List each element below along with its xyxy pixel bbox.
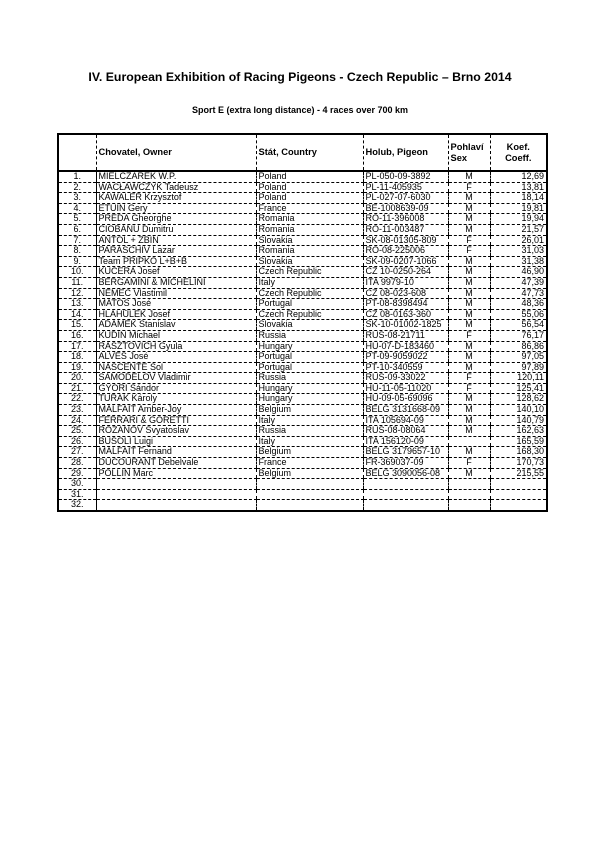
cell-sex: M	[448, 447, 490, 458]
cell-rank: 4.	[58, 203, 96, 214]
cell-country: Czech Republic	[256, 267, 363, 278]
cell-sex: M	[448, 224, 490, 235]
table-row	[58, 468, 547, 479]
table-row	[58, 203, 547, 214]
cell-country: Romania	[256, 214, 363, 225]
cell-coeff: 46,90	[490, 267, 547, 278]
cell-rank: 22.	[58, 394, 96, 405]
cell-pigeon: PL-050-09-3892	[363, 171, 448, 182]
cell-sex: M	[448, 277, 490, 288]
table-row	[58, 320, 547, 331]
cell-owner: MALFAIT Fernand	[96, 447, 256, 458]
cell-coeff	[490, 500, 547, 511]
cell-coeff: 125,41	[490, 383, 547, 394]
cell-rank: 18.	[58, 352, 96, 363]
cell-sex: F	[448, 458, 490, 469]
cell-owner: HLAHŮLEK Josef	[96, 309, 256, 320]
table-row	[58, 193, 547, 204]
cell-coeff: 140,79	[490, 415, 547, 426]
cell-pigeon: HU-09-05-69096	[363, 394, 448, 405]
cell-rank: 28.	[58, 458, 96, 469]
cell-owner: WACŁAWCZYK Tadeusz	[96, 182, 256, 193]
table-row	[58, 383, 547, 394]
cell-country: France	[256, 203, 363, 214]
cell-country: France	[256, 458, 363, 469]
cell-sex: M	[448, 288, 490, 299]
cell-sex: M	[448, 394, 490, 405]
cell-sex: F	[448, 373, 490, 384]
cell-sex	[448, 436, 490, 447]
cell-owner: ROZANOV Svyatoslav	[96, 426, 256, 437]
cell-pigeon: HU-11-05-11020	[363, 383, 448, 394]
cell-country: Belgium	[256, 447, 363, 458]
cell-rank: 21.	[58, 383, 96, 394]
cell-rank: 7.	[58, 235, 96, 246]
cell-rank: 19.	[58, 362, 96, 373]
cell-coeff: 215,55	[490, 468, 547, 479]
cell-country: Romania	[256, 224, 363, 235]
cell-coeff: 162,63	[490, 426, 547, 437]
cell-coeff: 170,73	[490, 458, 547, 469]
header-coeff-line2: Coeff.	[505, 152, 532, 163]
cell-coeff	[490, 479, 547, 490]
cell-rank: 31.	[58, 489, 96, 500]
table-row	[58, 362, 547, 373]
cell-owner	[96, 500, 256, 511]
cell-country: Slovakia	[256, 235, 363, 246]
cell-sex: M	[448, 362, 490, 373]
cell-sex: M	[448, 320, 490, 331]
cell-coeff: 48,36	[490, 299, 547, 310]
cell-pigeon: FR-369037-09	[363, 458, 448, 469]
cell-owner: ANTOL + ZBÍN	[96, 235, 256, 246]
cell-sex: M	[448, 214, 490, 225]
document-title: IV. European Exhibition of Racing Pigeons - Czech Republic – Brno 2014	[88, 70, 512, 84]
cell-owner: ADÁMEK Stanislav	[96, 320, 256, 331]
cell-pigeon: ITA 9979-10	[363, 277, 448, 288]
cell-rank: 11.	[58, 277, 96, 288]
header-row	[58, 134, 547, 171]
cell-owner: PARASCHIV Lazar	[96, 246, 256, 257]
cell-coeff: 19,81	[490, 203, 547, 214]
header-coeff-line1: Koef.	[506, 141, 530, 152]
cell-coeff: 120,11	[490, 373, 547, 384]
cell-country: Poland	[256, 193, 363, 204]
table-row	[58, 373, 547, 384]
cell-sex: F	[448, 330, 490, 341]
table-row	[58, 256, 547, 267]
cell-pigeon: BELG 3131668-09	[363, 405, 448, 416]
table-row	[58, 309, 547, 320]
cell-pigeon: RO-11-396008	[363, 214, 448, 225]
cell-sex: M	[448, 193, 490, 204]
cell-pigeon: RO-08-225006	[363, 246, 448, 257]
cell-sex: M	[448, 203, 490, 214]
cell-coeff: 165,59	[490, 436, 547, 447]
header-sex-line1: Pohlaví	[450, 141, 484, 152]
cell-country: Russia	[256, 426, 363, 437]
cell-owner: BERGAMINI & MICHELINI	[96, 277, 256, 288]
cell-pigeon: SK-09-0207-1066	[363, 256, 448, 267]
table-row	[58, 224, 547, 235]
cell-owner: BUSOLI Luigi	[96, 436, 256, 447]
cell-rank: 5.	[58, 214, 96, 225]
cell-pigeon: CZ 08-023-608	[363, 288, 448, 299]
cell-country: Italy	[256, 436, 363, 447]
cell-rank: 2.	[58, 182, 96, 193]
table-row	[58, 352, 547, 363]
cell-rank: 8.	[58, 246, 96, 257]
table-row	[58, 426, 547, 437]
cell-rank: 9.	[58, 256, 96, 267]
cell-rank: 20.	[58, 373, 96, 384]
document-subtitle: Sport E (extra long distance) - 4 races over 700 km	[191, 105, 409, 115]
cell-sex: F	[448, 235, 490, 246]
cell-sex: M	[448, 256, 490, 267]
cell-owner: PREDA Gheorghe	[96, 214, 256, 225]
cell-pigeon: CZ 10-0250-264	[363, 267, 448, 278]
cell-country: Poland	[256, 182, 363, 193]
cell-pigeon: HU-07-D-183460	[363, 341, 448, 352]
cell-country	[256, 500, 363, 511]
cell-pigeon	[363, 489, 448, 500]
cell-owner: KUDIN Michael	[96, 330, 256, 341]
cell-rank: 1.	[58, 171, 96, 182]
cell-coeff: 47,39	[490, 277, 547, 288]
cell-coeff: 21,57	[490, 224, 547, 235]
table-row	[58, 341, 547, 352]
cell-coeff: 86,86	[490, 341, 547, 352]
cell-rank: 10.	[58, 267, 96, 278]
cell-coeff: 31,03	[490, 246, 547, 257]
cell-coeff: 128,62	[490, 394, 547, 405]
table-row	[58, 299, 547, 310]
table-row	[58, 267, 547, 278]
header-rank	[58, 134, 96, 171]
cell-sex: M	[448, 341, 490, 352]
table-row	[58, 458, 547, 469]
cell-pigeon: PT-10-340559	[363, 362, 448, 373]
cell-pigeon: PL-11-405935	[363, 182, 448, 193]
cell-owner: Team PRIPKO L+B+B	[96, 256, 256, 267]
cell-owner: GYŐRI Sándor	[96, 383, 256, 394]
header-sex-line2: Sex	[450, 152, 468, 163]
cell-sex: F	[448, 182, 490, 193]
cell-country	[256, 479, 363, 490]
cell-pigeon: ITA 156120-09	[363, 436, 448, 447]
cell-rank: 6.	[58, 224, 96, 235]
table-row	[58, 330, 547, 341]
table-row	[58, 214, 547, 225]
cell-pigeon: RUS-08-08064	[363, 426, 448, 437]
cell-sex: M	[448, 405, 490, 416]
cell-coeff: 76,17	[490, 330, 547, 341]
table-row	[58, 447, 547, 458]
cell-pigeon: RUS-09-33022	[363, 373, 448, 384]
cell-coeff: 18,14	[490, 193, 547, 204]
table-row	[58, 415, 547, 426]
cell-rank: 17.	[58, 341, 96, 352]
cell-country: Belgium	[256, 468, 363, 479]
cell-owner: NĚMEC Vlastimil	[96, 288, 256, 299]
cell-rank: 13.	[58, 299, 96, 310]
cell-country: Hungary	[256, 341, 363, 352]
cell-owner: FERRARI & GORETTI	[96, 415, 256, 426]
cell-owner: NASCENTE Sol	[96, 362, 256, 373]
cell-sex: F	[448, 383, 490, 394]
cell-sex: M	[448, 267, 490, 278]
cell-sex: F	[448, 246, 490, 257]
cell-coeff: 56,54	[490, 320, 547, 331]
table-row	[58, 277, 547, 288]
table-row	[58, 394, 547, 405]
cell-country: Russia	[256, 330, 363, 341]
header-sex	[448, 134, 490, 171]
cell-pigeon: RUS-08-21711	[363, 330, 448, 341]
cell-sex	[448, 489, 490, 500]
cell-owner: DUCOURANT Debelvale	[96, 458, 256, 469]
cell-owner: KAWALER Krzysztof	[96, 193, 256, 204]
cell-rank: 12.	[58, 288, 96, 299]
cell-coeff: 97,89	[490, 362, 547, 373]
table-row	[58, 489, 547, 500]
table-row	[58, 288, 547, 299]
cell-rank: 26.	[58, 436, 96, 447]
cell-coeff: 97,05	[490, 352, 547, 363]
cell-coeff	[490, 489, 547, 500]
cell-country: Poland	[256, 171, 363, 182]
cell-sex: M	[448, 415, 490, 426]
cell-rank: 3.	[58, 193, 96, 204]
cell-sex: M	[448, 468, 490, 479]
cell-pigeon: SK-10-01002-1825	[363, 320, 448, 331]
cell-pigeon: BELG 3179657-10	[363, 447, 448, 458]
cell-coeff: 47,73	[490, 288, 547, 299]
cell-rank: 14.	[58, 309, 96, 320]
table-row	[58, 171, 547, 182]
cell-pigeon: ITA 105694-09	[363, 415, 448, 426]
cell-owner: ALVES José	[96, 352, 256, 363]
cell-pigeon: PL-027-07-6030	[363, 193, 448, 204]
cell-country: Italy	[256, 277, 363, 288]
cell-owner: KUČERA Josef	[96, 267, 256, 278]
cell-rank: 25.	[58, 426, 96, 437]
cell-rank: 27.	[58, 447, 96, 458]
cell-sex: M	[448, 309, 490, 320]
cell-country: Portugal	[256, 362, 363, 373]
cell-sex: M	[448, 352, 490, 363]
cell-owner: MIELCZAREK W.P.	[96, 171, 256, 182]
cell-pigeon: PT-08-8398494	[363, 299, 448, 310]
cell-owner: SAMODELOV Vladimir	[96, 373, 256, 384]
cell-country: Hungary	[256, 383, 363, 394]
cell-pigeon	[363, 500, 448, 511]
results-table	[57, 133, 548, 512]
cell-owner: POLLIN Marc	[96, 468, 256, 479]
cell-country: Czech Republic	[256, 288, 363, 299]
cell-coeff: 55,06	[490, 309, 547, 320]
cell-country: Czech Republic	[256, 309, 363, 320]
cell-owner: TURÁK Károly	[96, 394, 256, 405]
cell-rank: 29.	[58, 468, 96, 479]
header-owner: Chovatel, Owner	[96, 134, 256, 171]
cell-country: Romania	[256, 246, 363, 257]
cell-coeff: 140,10	[490, 405, 547, 416]
cell-pigeon: RO-11-003487	[363, 224, 448, 235]
cell-owner: CIOBANU Dumitru	[96, 224, 256, 235]
cell-owner	[96, 489, 256, 500]
cell-sex	[448, 500, 490, 511]
cell-coeff: 26,01	[490, 235, 547, 246]
cell-coeff: 31,38	[490, 256, 547, 267]
cell-pigeon: PT-09-9059022	[363, 352, 448, 363]
cell-country: Italy	[256, 415, 363, 426]
cell-pigeon: BELG 3090056-08	[363, 468, 448, 479]
cell-sex: M	[448, 171, 490, 182]
cell-coeff: 12,69	[490, 171, 547, 182]
cell-owner	[96, 479, 256, 490]
cell-sex	[448, 479, 490, 490]
cell-coeff: 19,94	[490, 214, 547, 225]
cell-coeff: 13,81	[490, 182, 547, 193]
cell-country: Portugal	[256, 352, 363, 363]
table-row	[58, 436, 547, 447]
cell-country: Slovakia	[256, 256, 363, 267]
cell-sex: M	[448, 299, 490, 310]
cell-rank: 16.	[58, 330, 96, 341]
cell-country: Russia	[256, 373, 363, 384]
cell-country: Slovakia	[256, 320, 363, 331]
table-row	[58, 405, 547, 416]
cell-pigeon	[363, 479, 448, 490]
cell-country: Portugal	[256, 299, 363, 310]
cell-owner: ETUIN Gery	[96, 203, 256, 214]
table-row	[58, 500, 547, 511]
cell-rank: 30.	[58, 479, 96, 490]
header-pigeon: Holub, Pigeon	[363, 134, 448, 171]
cell-pigeon: CZ 08-0163-360	[363, 309, 448, 320]
cell-rank: 15.	[58, 320, 96, 331]
table-row	[58, 479, 547, 490]
table-row	[58, 182, 547, 193]
cell-rank: 23.	[58, 405, 96, 416]
cell-pigeon: BE-1008639-09	[363, 203, 448, 214]
cell-pigeon: SK-08-01305-809	[363, 235, 448, 246]
cell-rank: 24.	[58, 415, 96, 426]
header-coeff	[490, 134, 547, 171]
header-country: Stát, Country	[256, 134, 363, 171]
cell-coeff: 168,30	[490, 447, 547, 458]
cell-country: Hungary	[256, 394, 363, 405]
cell-owner: MALFAIT Amber-Joy	[96, 405, 256, 416]
table-row	[58, 246, 547, 257]
cell-sex: M	[448, 426, 490, 437]
cell-owner: RASZTOVICH Gyula	[96, 341, 256, 352]
cell-owner: MATOS José	[96, 299, 256, 310]
cell-rank: 32.	[58, 500, 96, 511]
cell-country: Belgium	[256, 405, 363, 416]
cell-country	[256, 489, 363, 500]
table-row	[58, 235, 547, 246]
